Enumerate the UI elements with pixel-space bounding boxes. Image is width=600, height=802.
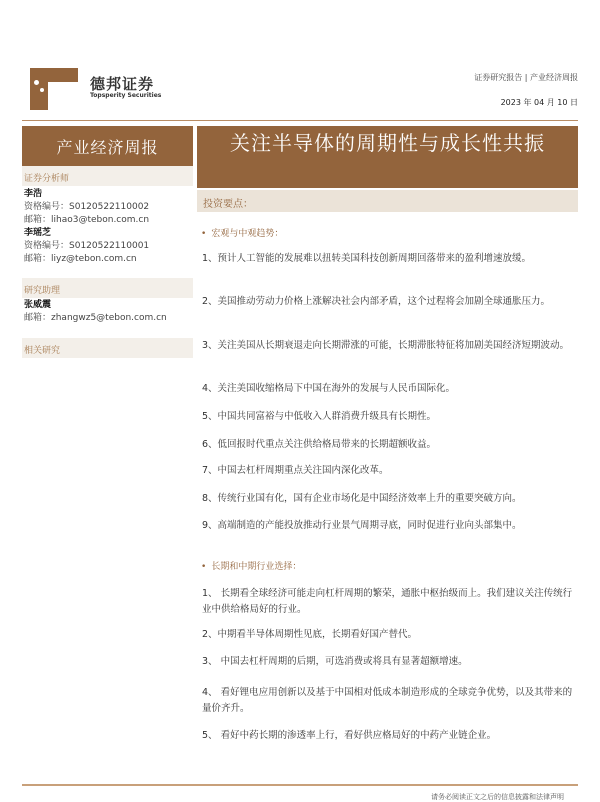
- report-category: 产业经济周报: [22, 126, 193, 166]
- section-heading: • 宏观与中观趋势：: [201, 226, 283, 239]
- footer-disclaimer[interactable]: 请务必阅读正文之后的信息披露和法律声明: [431, 793, 564, 801]
- list-item: 6、低回报时代重点关注供给格局带来的长期超额收益。: [202, 439, 437, 450]
- section-heading: • 长期和中期行业选择：: [201, 559, 301, 572]
- brand-name-en: Topsperity Securities: [90, 92, 162, 99]
- list-item: 1、预计人工智能的发展难以扭转美国科技创新周期回落带来的盈利增速放缓。: [202, 253, 532, 264]
- list-item: 5、 看好中药长期的渗透率上行，看好供应格局好的中药产业链企业。: [202, 730, 497, 741]
- company-logo: [30, 68, 78, 110]
- key-points-label: 投资要点：: [197, 190, 578, 212]
- page-title: 关注半导体的周期性与成长性共振: [197, 126, 578, 188]
- list-item: 2、美国推动劳动力价格上涨解决社会内部矛盾，这个过程将会加剧全球通胀压力。: [202, 296, 551, 307]
- list-item: 1、 长期看全球经济可能走向杠杆周期的繁荣，通胀中枢抬级而上。我们建议关注传统行业中供给格局好的行业。: [202, 588, 573, 615]
- analyst-cert: 资格编号：S0120522110001: [24, 241, 150, 251]
- list-item: 4、 看好锂电应用创新以及基于中国相对低成本制造形成的全球竞争优势，以及其带来的量价齐升。: [202, 687, 573, 714]
- assistant: [24, 299, 167, 325]
- analyst-name: 李瑶芝: [24, 228, 52, 238]
- analyst-cert: 资格编号：S0120522110002: [24, 202, 150, 212]
- list-item: 3、 中国去杠杆周期的后期，可选消费或将具有显著超额增速。: [202, 656, 468, 667]
- analyst-name: 李浩: [24, 189, 43, 199]
- assistant-name: 张威震: [24, 300, 52, 310]
- list-item: 7、中国去杠杆周期重点关注国内深化改革。: [202, 465, 389, 476]
- report-date: 2023 年 04 月 10 日: [500, 98, 578, 107]
- list-item: 8、传统行业国有化，国有企业市场化是中国经济效率上升的重要突破方向。: [202, 493, 522, 504]
- footer-divider: [22, 784, 578, 786]
- list-item: 4、关注美国收缩格局下中国在海外的发展与人民币国际化。: [202, 383, 456, 394]
- brand-name: 德邦证券: [90, 75, 155, 93]
- analyst-email[interactable]: 邮箱：lihao3@tebon.com.cn: [24, 215, 150, 225]
- header-divider: [22, 120, 578, 121]
- list-item: 2、中期看半导体周期性见底，长期看好国产替代。: [202, 629, 418, 640]
- related-research-label: 相关研究: [22, 338, 193, 358]
- report-type: 证券研究报告 | 产业经济周报: [474, 73, 578, 82]
- analyst-email[interactable]: 邮箱：liyz@tebon.com.cn: [24, 254, 137, 264]
- analyst-label: 证券分析师: [22, 166, 193, 186]
- list-item: 9、高端制造的产能投放推动行业景气周期寻底，同时促进行业向头部集中。: [202, 520, 522, 531]
- list-item: 5、中国共同富裕与中低收入人群消费升级具有长期性。: [202, 411, 437, 422]
- list-item: 3、关注美国从长期衰退走向长期滞涨的可能，长期滞胀特征将加剧美国经济短期波动。: [202, 340, 570, 351]
- analyst-1: [24, 188, 149, 266]
- assistant-label: 研究助理: [22, 278, 193, 298]
- assistant-email[interactable]: 邮箱：zhangwz5@tebon.com.cn: [24, 313, 167, 323]
